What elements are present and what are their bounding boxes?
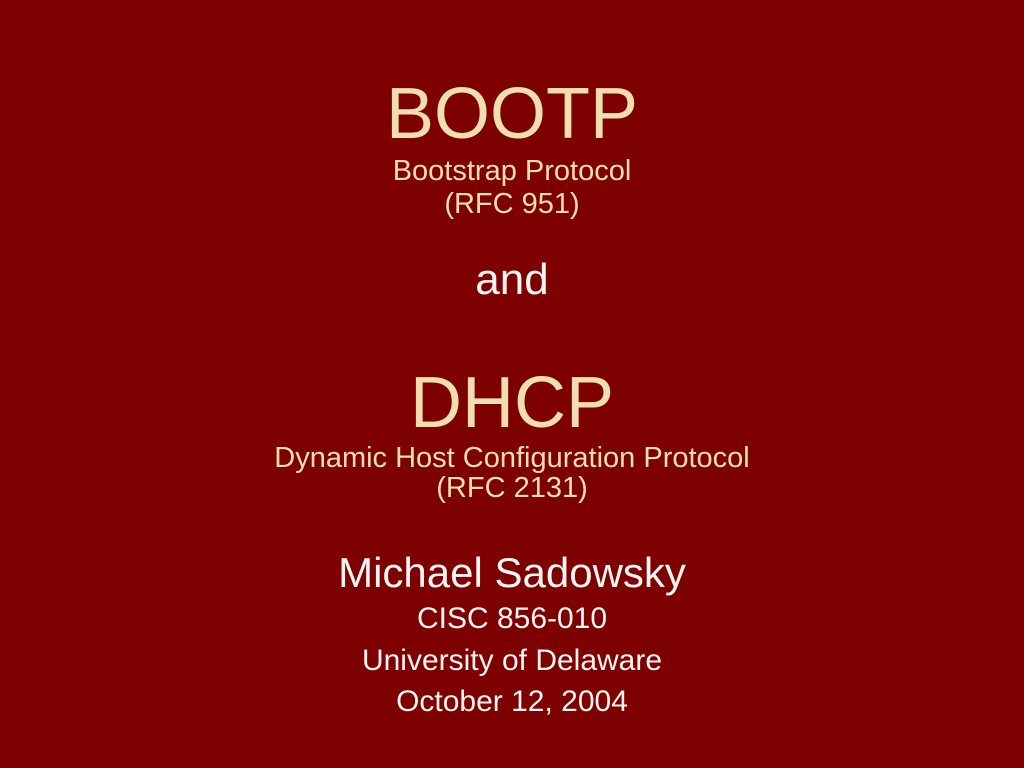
- author-institution: University of Delaware: [361, 644, 663, 677]
- dhcp-title: DHCP: [409, 363, 614, 443]
- connector-text: and: [475, 255, 549, 304]
- dhcp-rfc-reference: (RFC 2131): [436, 472, 588, 504]
- bootp-title: BOOTP: [385, 74, 639, 154]
- dhcp-subtitle: Dynamic Host Configuration Protocol: [274, 442, 750, 474]
- author-course: CISC 856-010: [416, 602, 608, 635]
- presentation-date: October 12, 2004: [396, 685, 628, 718]
- author-name: Michael Sadowsky: [338, 549, 686, 596]
- bootp-subtitle: Bootstrap Protocol: [392, 155, 632, 187]
- bootp-rfc-reference: (RFC 951): [444, 188, 580, 220]
